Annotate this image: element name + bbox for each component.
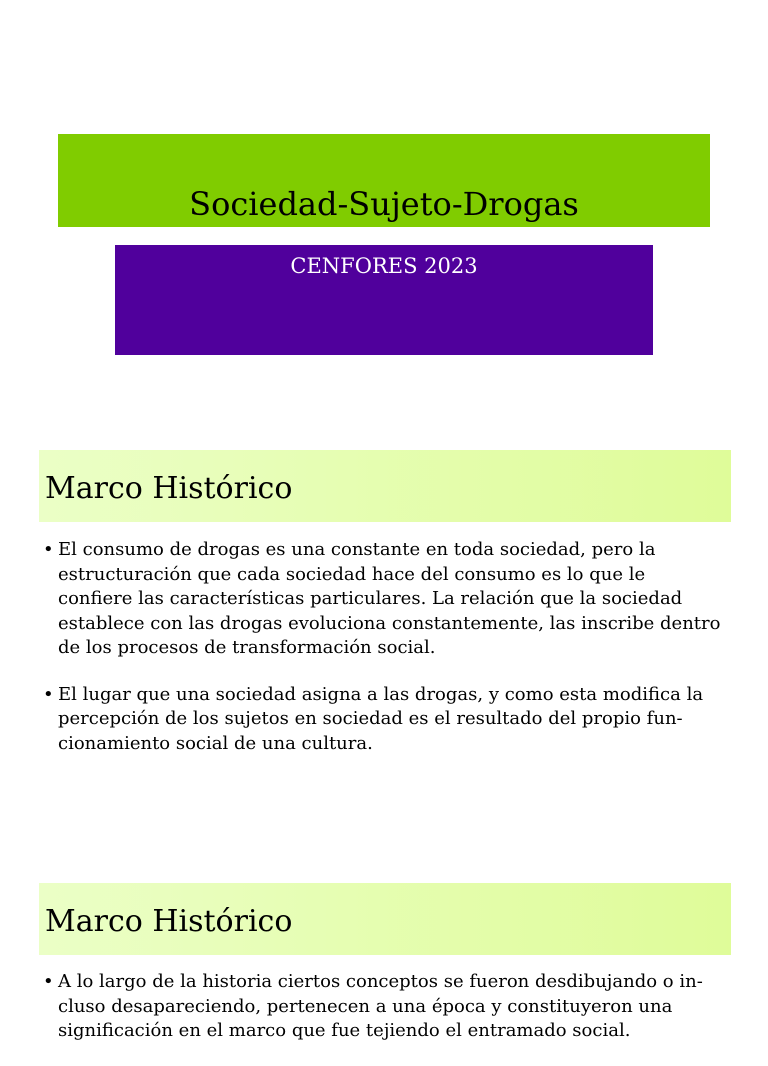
list-item <box>42 970 722 1044</box>
bullet-icon: • <box>43 971 54 992</box>
slide-1-heading: Marco Histórico <box>45 471 293 506</box>
bullet-text: A lo largo de la historia ciertos conceptos se fueron desdibujando o incluso desapareciendo, pertenecen a una época y constituyeron una significación en el marco que fue tejiendo el entramado social. <box>58 971 703 1041</box>
list-item <box>42 683 722 757</box>
slide-2-bullet-list <box>42 970 722 1066</box>
bullet-text: El consumo de drogas es una constante en toda sociedad, pero la estructuración que cada sociedad hace del consumo es lo que le confiere las características particulares. La relación que la sociedad establece con las drogas evoluciona constantemente, las inscribe dentro de los procesos de transformación social. <box>58 539 721 658</box>
slide-1-header <box>39 450 731 522</box>
page-subtitle: CENFORES 2023 <box>290 254 478 278</box>
bullet-icon: • <box>43 539 54 560</box>
slide-1-bullet-list <box>42 538 722 778</box>
list-item <box>42 538 722 661</box>
bullet-icon: • <box>43 683 54 705</box>
title-band <box>58 134 710 227</box>
bullet-text: El lugar que una sociedad asigna a las drogas, y como esta modifica la percepción de los sujetos en sociedad es el resultado del propio funcionamiento social de una cultura. <box>58 683 704 754</box>
page-title: Sociedad-Sujeto-Drogas <box>189 185 579 223</box>
slide-2-heading: Marco Histórico <box>45 904 293 939</box>
slide-2-header <box>39 883 731 955</box>
subtitle-band <box>115 245 653 355</box>
